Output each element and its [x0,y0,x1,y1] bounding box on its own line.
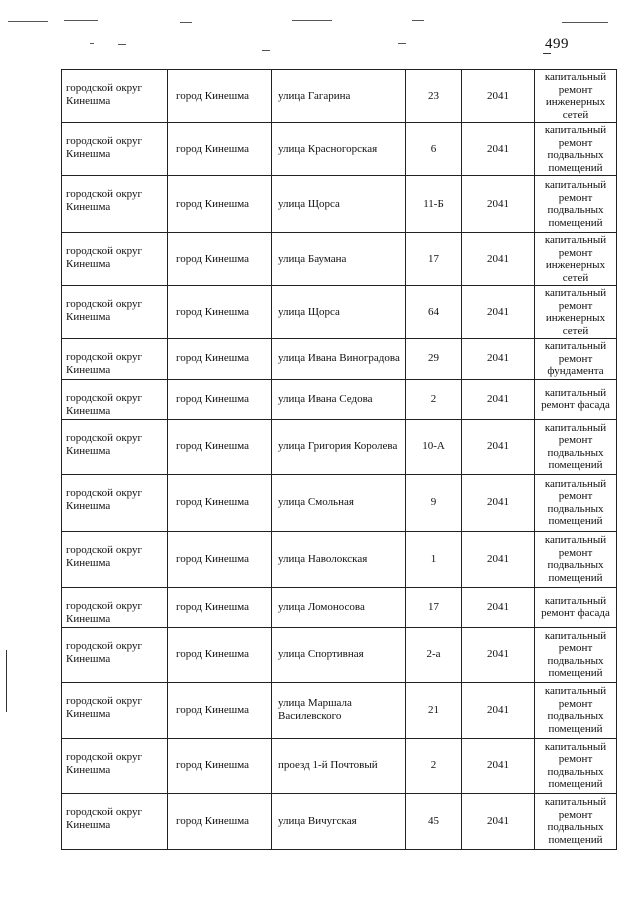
scan-mark [398,43,406,44]
repair-schedule-table [61,69,617,850]
cell-work-type: капитальный ремонт подвальных помещений [535,419,617,474]
cell-city: город Кинешма [168,70,272,123]
table-row [62,587,617,627]
scan-mark [292,20,332,21]
cell-work-type: капитальный ремонт подвальных помещений [535,627,617,682]
cell-house-number: 29 [406,339,462,380]
cell-district: городской округ Кинешма [62,474,168,531]
cell-year: 2041 [462,339,535,380]
table-row [62,793,617,849]
cell-house-number: 1 [406,531,462,587]
cell-house-number: 45 [406,793,462,849]
cell-city: город Кинешма [168,339,272,380]
cell-year: 2041 [462,176,535,233]
cell-street: улица Ломоносова [272,587,406,627]
cell-work-type: капитальный ремонт подвальных помещений [535,531,617,587]
cell-year: 2041 [462,123,535,176]
cell-city: город Кинешма [168,474,272,531]
table-row [62,474,617,531]
cell-district: городской округ Кинешма [62,70,168,123]
table-row [62,682,617,738]
cell-house-number: 11-Б [406,176,462,233]
table-row [62,738,617,793]
cell-work-type: капитальный ремонт фасада [535,587,617,627]
cell-city: город Кинешма [168,531,272,587]
cell-city: город Кинешма [168,587,272,627]
cell-district: городской округ Кинешма [62,531,168,587]
cell-street: проезд 1-й Почтовый [272,738,406,793]
table-row [62,176,617,233]
cell-year: 2041 [462,793,535,849]
cell-house-number: 23 [406,70,462,123]
margin-mark [6,650,7,712]
cell-street: улица Григория Королева [272,419,406,474]
cell-district: городской округ Кинешма [62,682,168,738]
scan-mark [412,20,424,21]
table-row [62,339,617,380]
cell-district: городской округ Кинешма [62,339,168,380]
cell-year: 2041 [462,286,535,339]
cell-district: городской округ Кинешма [62,627,168,682]
scan-mark [8,21,48,22]
cell-street: улица Смольная [272,474,406,531]
cell-street: улица Красногорская [272,123,406,176]
scan-mark [262,50,270,51]
cell-house-number: 17 [406,587,462,627]
cell-street: улица Ивана Виноградова [272,339,406,380]
cell-year: 2041 [462,587,535,627]
cell-year: 2041 [462,419,535,474]
table-row [62,379,617,419]
scan-mark [118,44,126,45]
table-row [62,233,617,286]
cell-house-number: 21 [406,682,462,738]
cell-house-number: 2 [406,379,462,419]
cell-district: городской округ Кинешма [62,793,168,849]
cell-house-number: 2 [406,738,462,793]
cell-street: улица Ивана Седова [272,379,406,419]
cell-year: 2041 [462,474,535,531]
table-row [62,531,617,587]
cell-city: город Кинешма [168,379,272,419]
cell-district: городской округ Кинешма [62,176,168,233]
table-row [62,419,617,474]
cell-city: город Кинешма [168,286,272,339]
cell-house-number: 9 [406,474,462,531]
cell-street: улица Наволокская [272,531,406,587]
cell-street: улица Щорса [272,176,406,233]
cell-city: город Кинешма [168,176,272,233]
scan-mark [90,43,94,44]
cell-work-type: капитальный ремонт подвальных помещений [535,738,617,793]
cell-work-type: капитальный ремонт подвальных помещений [535,474,617,531]
cell-district: городской округ Кинешма [62,123,168,176]
cell-house-number: 6 [406,123,462,176]
cell-city: город Кинешма [168,738,272,793]
cell-district: городской округ Кинешма [62,379,168,419]
cell-year: 2041 [462,738,535,793]
cell-work-type: капитальный ремонт инженерных сетей [535,233,617,286]
cell-city: город Кинешма [168,793,272,849]
cell-year: 2041 [462,379,535,419]
cell-year: 2041 [462,682,535,738]
cell-district: городской округ Кинешма [62,233,168,286]
table-row [62,286,617,339]
cell-district: городской округ Кинешма [62,286,168,339]
page-number: 499 [545,36,569,52]
cell-district: городской округ Кинешма [62,419,168,474]
cell-work-type: капитальный ремонт фасада [535,379,617,419]
cell-work-type: капитальный ремонт инженерных сетей [535,286,617,339]
cell-year: 2041 [462,531,535,587]
table-row [62,123,617,176]
cell-street: улица Баумана [272,233,406,286]
cell-city: город Кинешма [168,627,272,682]
cell-work-type: капитальный ремонт подвальных помещений [535,682,617,738]
cell-street: улица Маршала Василевского [272,682,406,738]
table-body [62,70,617,850]
page-number-underline [543,53,551,54]
scan-mark [180,22,192,23]
cell-year: 2041 [462,70,535,123]
cell-city: город Кинешма [168,123,272,176]
cell-street: улица Щорса [272,286,406,339]
cell-street: улица Вичугская [272,793,406,849]
scan-mark [562,22,608,23]
cell-work-type: капитальный ремонт подвальных помещений [535,176,617,233]
cell-year: 2041 [462,233,535,286]
cell-city: город Кинешма [168,419,272,474]
cell-street: улица Спортивная [272,627,406,682]
cell-house-number: 2-а [406,627,462,682]
scan-mark [64,20,98,21]
cell-work-type: капитальный ремонт подвальных помещений [535,793,617,849]
cell-house-number: 64 [406,286,462,339]
cell-house-number: 10-А [406,419,462,474]
cell-street: улица Гагарина [272,70,406,123]
cell-city: город Кинешма [168,233,272,286]
cell-work-type: капитальный ремонт инженерных сетей [535,70,617,123]
cell-district: городской округ Кинешма [62,738,168,793]
cell-work-type: капитальный ремонт фундамента [535,339,617,380]
cell-house-number: 17 [406,233,462,286]
cell-city: город Кинешма [168,682,272,738]
cell-district: городской округ Кинешма [62,587,168,627]
cell-work-type: капитальный ремонт подвальных помещений [535,123,617,176]
table-row [62,70,617,123]
cell-year: 2041 [462,627,535,682]
table-row [62,627,617,682]
